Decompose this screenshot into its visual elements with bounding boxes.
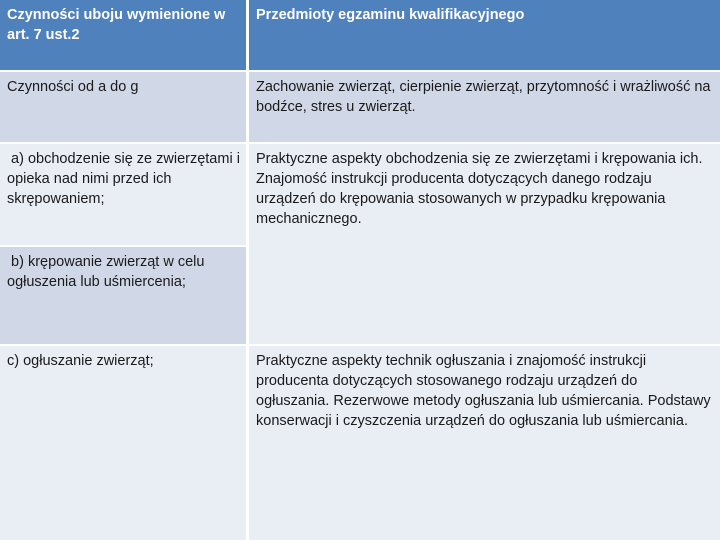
row-2-3-subject: Praktyczne aspekty obchodzenia się ze zwierzętami i krępowania ich. Znajomość instrukcji producenta dotyczących danego rodzaju urządzeń do krępowania stosowanych w przypadku krępowania mechanicznego.: [249, 144, 720, 344]
row-4-activity: c) ogłuszanie zwierząt;: [0, 346, 246, 540]
row-4-subject: Praktyczne aspekty technik ogłuszania i znajomość instrukcji producenta dotyczących stosowanego rodzaju urządzeń do ogłuszania. Rezerwowe metody ogłuszania lub uśmiercania. Podstawy konserwacji i czyszczenia urządzeń do ogłuszania lub uśmiercania.: [249, 346, 720, 540]
row-3-activity: b) krępowanie zwierząt w celu ogłuszenia lub uśmiercenia;: [0, 247, 246, 344]
row-2-activity: a) obchodzenie się ze zwierzętami i opieka nad nimi przed ich skrępowaniem;: [0, 144, 246, 245]
header-exam-subjects: Przedmioty egzaminu kwalifikacyjnego: [249, 0, 720, 70]
header-activities: Czynności uboju wymienione w art. 7 ust.2: [0, 0, 246, 70]
row-1-activity: Czynności od a do g: [0, 72, 246, 142]
row-1-subject: Zachowanie zwierząt, cierpienie zwierząt, przytomność i wrażliwość na bodźce, stres u zwierząt.: [249, 72, 720, 142]
